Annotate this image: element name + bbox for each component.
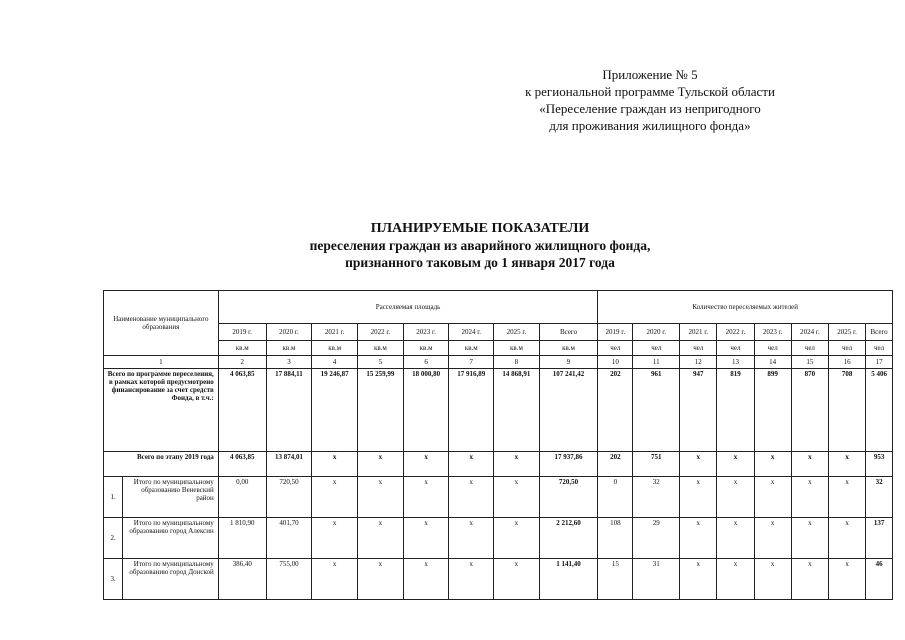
header-column-index: 14 bbox=[754, 356, 791, 369]
table-cell: 202 bbox=[598, 369, 633, 452]
table-cell: x bbox=[358, 452, 404, 477]
table-cell: x bbox=[791, 477, 828, 518]
table-cell: x bbox=[754, 518, 791, 559]
header-people-year: 2022 г. bbox=[717, 324, 754, 341]
table-cell: x bbox=[754, 477, 791, 518]
table-cell: 4 063,85 bbox=[218, 369, 266, 452]
table-cell: x bbox=[494, 559, 540, 600]
indicators-table bbox=[103, 290, 893, 600]
appendix-header bbox=[470, 66, 830, 134]
table-cell: 17 916,89 bbox=[449, 369, 494, 452]
row-name: Всего по этапу 2019 года bbox=[104, 452, 219, 477]
header-people-year: 2023 г. bbox=[754, 324, 791, 341]
header-column-index: 7 bbox=[449, 356, 494, 369]
table-cell: 819 bbox=[717, 369, 754, 452]
table-cell: 5 406 bbox=[866, 369, 893, 452]
table-cell: x bbox=[754, 559, 791, 600]
header-column-index: 1 bbox=[104, 356, 219, 369]
header-people-unit: чел bbox=[680, 341, 717, 356]
table-cell: x bbox=[828, 559, 865, 600]
table-cell: x bbox=[403, 518, 449, 559]
table-cell: 31 bbox=[633, 559, 680, 600]
table-cell: 108 bbox=[598, 518, 633, 559]
header-column-index: 16 bbox=[828, 356, 865, 369]
header-people-year: 2024 г. bbox=[791, 324, 828, 341]
table-cell: x bbox=[680, 559, 717, 600]
header-area-year: 2023 г. bbox=[403, 324, 449, 341]
table-cell: 32 bbox=[633, 477, 680, 518]
header-column-index: 15 bbox=[791, 356, 828, 369]
table-cell: 17 884,11 bbox=[266, 369, 312, 452]
table-cell: x bbox=[754, 452, 791, 477]
table-cell: 870 bbox=[791, 369, 828, 452]
table-cell: x bbox=[312, 452, 358, 477]
appendix-line-2: к региональной программе Тульской области bbox=[525, 84, 775, 99]
row-name: Итого по муниципальному образованию город Алексин bbox=[123, 518, 219, 559]
header-people-unit: чел bbox=[717, 341, 754, 356]
row-name: Итого по муниципальному образованию город Донской bbox=[123, 559, 219, 600]
row-number: 2. bbox=[104, 518, 123, 559]
header-column-index: 12 bbox=[680, 356, 717, 369]
appendix-line-4: для проживания жилищного фонда» bbox=[549, 118, 751, 133]
table-row bbox=[104, 452, 893, 477]
table-cell: x bbox=[680, 518, 717, 559]
table-cell: x bbox=[358, 559, 404, 600]
table-cell: x bbox=[358, 477, 404, 518]
table-cell: 961 bbox=[633, 369, 680, 452]
table-cell: x bbox=[312, 518, 358, 559]
title-sub-1: переселения граждан из аварийного жилищного фонда, bbox=[309, 238, 651, 253]
document-title bbox=[220, 220, 740, 271]
header-column-index: 5 bbox=[358, 356, 404, 369]
table-cell: x bbox=[680, 452, 717, 477]
table-cell: 751 bbox=[633, 452, 680, 477]
row-number: 3. bbox=[104, 559, 123, 600]
table-cell: x bbox=[403, 452, 449, 477]
table-cell: 947 bbox=[680, 369, 717, 452]
header-people-unit: чел bbox=[598, 341, 633, 356]
header-column-index: 2 bbox=[218, 356, 266, 369]
table-cell: x bbox=[403, 477, 449, 518]
title-sub-2: признанного таковым до 1 января 2017 года bbox=[345, 255, 615, 270]
table-cell: x bbox=[449, 559, 494, 600]
header-area-year: 2021 г. bbox=[312, 324, 358, 341]
table-cell: 13 874,01 bbox=[266, 452, 312, 477]
table-cell: 107 241,42 bbox=[539, 369, 598, 452]
header-group-area: Расселяемая площадь bbox=[218, 291, 598, 324]
header-people-year: 2025 г. bbox=[828, 324, 865, 341]
header-people-year: 2021 г. bbox=[680, 324, 717, 341]
table-cell: 755,00 bbox=[266, 559, 312, 600]
table-cell: x bbox=[791, 452, 828, 477]
header-area-year: 2019 г. bbox=[218, 324, 266, 341]
table-cell: x bbox=[717, 477, 754, 518]
header-people-year: 2020 г. bbox=[633, 324, 680, 341]
table-cell: 32 bbox=[866, 477, 893, 518]
table-cell: 720,50 bbox=[539, 477, 598, 518]
table-cell: 17 937,86 bbox=[539, 452, 598, 477]
header-column-index: 10 bbox=[598, 356, 633, 369]
table-row bbox=[104, 369, 893, 452]
header-area-year: Всего bbox=[539, 324, 598, 341]
table-cell: 2 212,60 bbox=[539, 518, 598, 559]
table-cell: 1 141,40 bbox=[539, 559, 598, 600]
header-area-year: 2022 г. bbox=[358, 324, 404, 341]
table-cell: 202 bbox=[598, 452, 633, 477]
header-area-unit: кв.м bbox=[358, 341, 404, 356]
header-people-year: Всего bbox=[866, 324, 893, 341]
table-row bbox=[104, 518, 893, 559]
table-cell: x bbox=[312, 559, 358, 600]
table-cell: x bbox=[717, 518, 754, 559]
header-people-unit: чел bbox=[633, 341, 680, 356]
table-cell: 386,40 bbox=[218, 559, 266, 600]
table-cell: x bbox=[449, 452, 494, 477]
table-cell: 19 246,87 bbox=[312, 369, 358, 452]
header-area-unit: кв.м bbox=[539, 341, 598, 356]
table-cell: x bbox=[828, 518, 865, 559]
table-cell: 708 bbox=[828, 369, 865, 452]
table-cell: x bbox=[449, 477, 494, 518]
header-area-unit: кв.м bbox=[403, 341, 449, 356]
header-group-people: Количество переселяемых жителей bbox=[598, 291, 893, 324]
table-cell: 15 259,99 bbox=[358, 369, 404, 452]
header-area-unit: кв.м bbox=[218, 341, 266, 356]
row-name: Всего по программе переселения, в рамках которой предусмотрено финансирование за счет средств Фонда, в т.ч.: bbox=[104, 369, 219, 452]
header-column-index: 8 bbox=[494, 356, 540, 369]
table-cell: x bbox=[494, 518, 540, 559]
table-cell: x bbox=[828, 452, 865, 477]
table-cell: 401,70 bbox=[266, 518, 312, 559]
table-cell: 46 bbox=[866, 559, 893, 600]
table-cell: x bbox=[358, 518, 404, 559]
header-column-index: 11 bbox=[633, 356, 680, 369]
table-cell: 15 bbox=[598, 559, 633, 600]
table-cell: 18 000,80 bbox=[403, 369, 449, 452]
header-column-index: 4 bbox=[312, 356, 358, 369]
header-column-index: 9 bbox=[539, 356, 598, 369]
header-people-unit: чел bbox=[791, 341, 828, 356]
row-name: Итого по муниципальному образованию Веневский район bbox=[123, 477, 219, 518]
title-main: ПЛАНИРУЕМЫЕ ПОКАЗАТЕЛИ bbox=[370, 221, 590, 236]
table-cell: x bbox=[494, 477, 540, 518]
header-people-unit: чел bbox=[754, 341, 791, 356]
header-area-unit: кв.м bbox=[266, 341, 312, 356]
table-cell: 14 868,91 bbox=[494, 369, 540, 452]
header-area-year: 2024 г. bbox=[449, 324, 494, 341]
header-area-unit: кв.м bbox=[312, 341, 358, 356]
header-row-groups bbox=[104, 291, 893, 324]
header-area-unit: кв.м bbox=[449, 341, 494, 356]
header-area-unit: кв.м bbox=[494, 341, 540, 356]
table-cell: x bbox=[717, 452, 754, 477]
header-column-index: 3 bbox=[266, 356, 312, 369]
table-cell: 899 bbox=[754, 369, 791, 452]
table-cell: x bbox=[680, 477, 717, 518]
header-column-index: 17 bbox=[866, 356, 893, 369]
header-row-units bbox=[104, 341, 893, 356]
header-column-index: 6 bbox=[403, 356, 449, 369]
table-cell: x bbox=[791, 559, 828, 600]
table-row bbox=[104, 559, 893, 600]
header-people-unit: чел bbox=[828, 341, 865, 356]
table-cell: x bbox=[494, 452, 540, 477]
table-cell: x bbox=[828, 477, 865, 518]
header-column-index: 13 bbox=[717, 356, 754, 369]
table-cell: x bbox=[403, 559, 449, 600]
table-cell: 0 bbox=[598, 477, 633, 518]
appendix-line-3: «Переселение граждан из непригодного bbox=[539, 101, 761, 116]
table-cell: x bbox=[312, 477, 358, 518]
table-cell: 720,50 bbox=[266, 477, 312, 518]
header-row-years bbox=[104, 324, 893, 341]
table-cell: 953 bbox=[866, 452, 893, 477]
header-area-year: 2025 г. bbox=[494, 324, 540, 341]
row-number: 1. bbox=[104, 477, 123, 518]
table-row bbox=[104, 477, 893, 518]
appendix-line-1: Приложение № 5 bbox=[602, 67, 698, 82]
table-cell: 29 bbox=[633, 518, 680, 559]
table-cell: 0,00 bbox=[218, 477, 266, 518]
table-cell: 4 063,85 bbox=[218, 452, 266, 477]
table-cell: x bbox=[449, 518, 494, 559]
table-cell: 1 810,90 bbox=[218, 518, 266, 559]
header-name-column: Наименование муниципального образования bbox=[104, 291, 219, 356]
header-people-year: 2019 г. bbox=[598, 324, 633, 341]
header-area-year: 2020 г. bbox=[266, 324, 312, 341]
table-cell: x bbox=[717, 559, 754, 600]
table-cell: x bbox=[791, 518, 828, 559]
header-people-unit: чел bbox=[866, 341, 893, 356]
table-cell: 137 bbox=[866, 518, 893, 559]
header-row-index bbox=[104, 356, 893, 369]
